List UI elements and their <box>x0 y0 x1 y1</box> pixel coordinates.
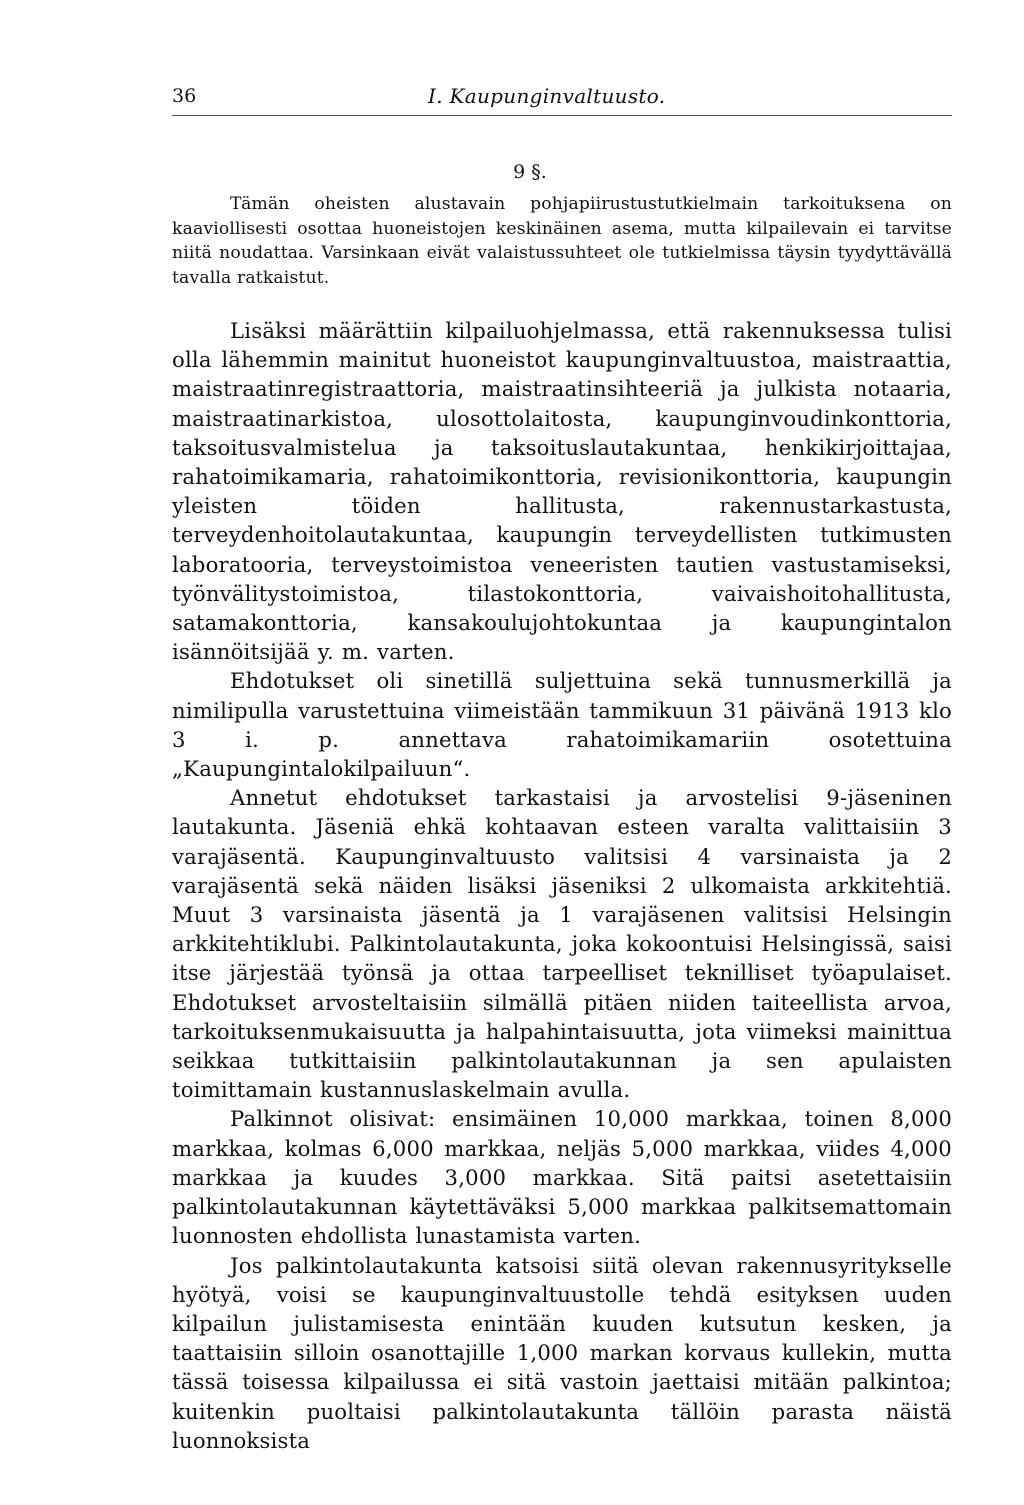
page-header <box>172 84 952 114</box>
paragraph-prizes: Palkinnot olisivat: ensimäinen 10,000 markkaa, toinen 8,000 markkaa, kolmas 6,000 markkaa, neljäs 5,000 markkaa, viides 4,000 markkaa ja kuudes 3,000 markkaa. Sitä paitsi asetettaisiin palkintolautakunnan käytettäväksi 5,000 markkaa palkitsemattomain luonnosten ehdollista lunastamista varten. <box>172 1106 952 1249</box>
intro-paragraph: Tämän oheisten alustavain pohjapiirustustutkielmain tarkoituksena on kaaviollisesti osottaa huoneistojen keskinäinen asema, mutta kilpailevain ei tarvitse niitä noudattaa. Varsinkaan eivät valaistussuhteet ole tutkielmissa täysin tyydyttävällä tavalla ratkaistut. <box>172 194 952 288</box>
body-text <box>172 316 952 1455</box>
paragraph-rooms: Lisäksi määrättiin kilpailuohjelmassa, että rakennuksessa tulisi olla lähemmin mainitut huoneistot kaupunginvaltuustoa, maistraattia, maistraatinregistraattoria, maistraatinsihteeriä ja julkista notaaria, maistraatinarkistoa, ulosottolaitosta, kaupunginvoudinkonttoria, taksoitusvalmistelua ja taksoituslautakuntaa, henkikirjoittajaa, rahatoimikamaria, rahatoimikonttoria, revisionikonttoria, kaupungin yleisten töiden hallitusta, rakennustarkastusta, terveydenhoitolautakuntaa, kaupungin terveydellisten tutkimusten laboratooria, terveystoimistoa veneeristen tautien vastustamiseksi, työnvälitystoimistoa, tilastokonttoria, vaivaishoitohallitusta, satamakonttoria, kansakoulujohtokuntaa ja kaupungintalon isännöitsijää y. m. varten. <box>172 318 952 665</box>
section-heading: 9 §. <box>513 161 547 183</box>
page-number: 36 <box>172 85 197 107</box>
paragraph-jury: Annetut ehdotukset tarkastaisi ja arvostelisi 9-jäseninen lautakunta. Jäseniä ehkä kohtaavan esteen varalta valittaisiin 3 varajäsentä. Kaupunginvaltuusto valitsisi 4 varsinaista ja 2 varajäsentä sekä näiden lisäksi jäseniksi 2 ulkomaista arkkitehtiä. Muut 3 varsinaista jäsentä ja 1 varajäsenen valitsisi Helsingin arkkitehtiklubi. Palkintolautakunta, joka kokoontuisi Helsingissä, saisi itse järjestää työnsä ja ottaa tarpeelliset teknilliset työapulaiset. Ehdotukset arvosteltaisiin silmällä pitäen niiden taiteellista arvoa, tarkoituksenmukaisuutta ja halpahintaisuutta, jota viimeksi mainittua seikkaa tutkittaisiin palkintolautakunnan ja sen apulaisten toimittamain kustannuslaskelmain avulla. <box>172 785 952 1103</box>
running-title: I. Kaupunginvaltuusto. <box>428 84 666 108</box>
paragraph-submissions: Ehdotukset oli sinetillä suljettuina sekä tunnusmerkillä ja nimilipulla varustettuina viimeistään tammikuun 31 päivänä 1913 klo 3 i. p. annettava rahatoimikamariin osotettuina „Kaupungintalokilpailuun“. <box>172 668 952 782</box>
paragraph-second-competition: Jos palkintolautakunta katsoisi siitä olevan rakennusyritykselle hyötyä, voisi se kaupunginvaltuustolle tehdä esityksen uuden kilpailun julistamisesta enintään kuuden kutsutun kesken, ja taattaisiin silloin osanottajille 1,000 markan korvaus kullekin, mutta tässä toisessa kilpailussa ei sitä vastoin jaettaisi mitään palkintoa; kuitenkin puoltaisi palkintolautakunta tällöin parasta näistä luonnoksista <box>172 1252 952 1453</box>
header-rule <box>172 115 952 116</box>
